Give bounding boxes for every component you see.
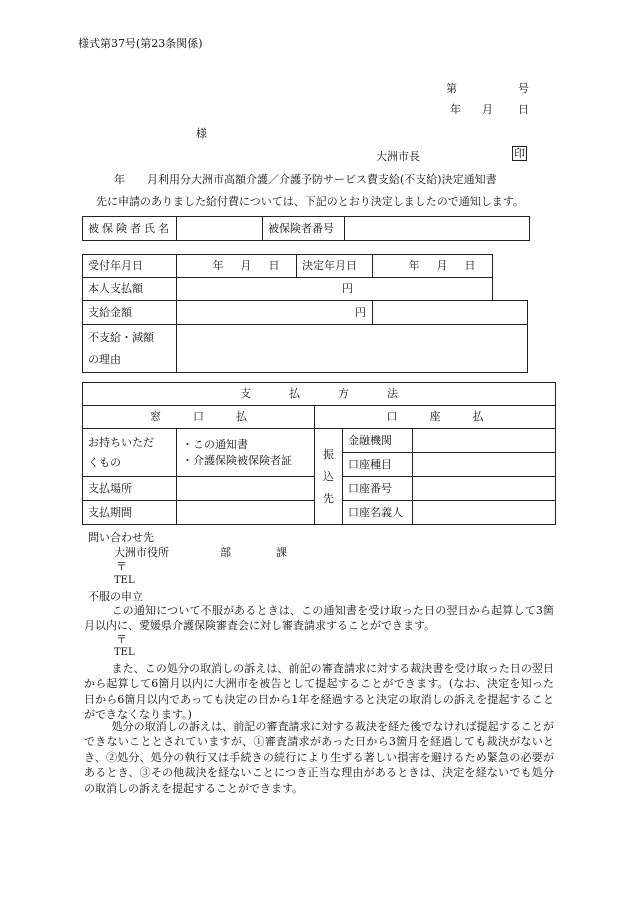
- account-number-label: 口座番号: [343, 477, 413, 501]
- decision-month: 月: [436, 259, 448, 273]
- account-type-value: [413, 453, 556, 477]
- appeal-heading: 不服の申立: [88, 590, 143, 603]
- window-payment-header: 窓口払: [83, 406, 315, 429]
- payment-place-value: [177, 477, 315, 501]
- payment-method-table: [82, 382, 556, 525]
- document-title: 月利用分大洲市高額介護／介護予防サービス費支給(不支給)決定通知書: [147, 173, 497, 186]
- decision-date-label: 決定年月日: [297, 255, 373, 278]
- appeal-tel: TEL: [114, 647, 135, 658]
- items-to-bring-list: ・この通知書 ・介護保険被保険者証: [177, 429, 315, 477]
- payment-period-label: 支払期間: [83, 501, 177, 525]
- contact-tel: TEL: [114, 575, 135, 586]
- receipt-date-label: 受付年月日: [83, 255, 177, 278]
- contact-dept: 部: [220, 546, 231, 559]
- payment-period-value: [177, 501, 315, 525]
- account-holder-value: [413, 501, 556, 525]
- receipt-day: 日: [268, 259, 280, 273]
- receipt-date-value: [177, 255, 297, 278]
- payment-amount-value: [177, 301, 373, 325]
- seal-label: 印: [514, 147, 525, 160]
- insured-name-value: [177, 217, 263, 241]
- issuer: 大洲市長: [376, 150, 420, 163]
- self-pay-value: [177, 278, 493, 301]
- receipt-month: 月: [240, 259, 252, 273]
- doc-number-suffix: 号: [518, 82, 529, 95]
- date-day: 日: [518, 103, 529, 116]
- contact-heading: 問い合わせ先: [88, 531, 154, 544]
- insured-number-label: 被保険者番号: [263, 217, 345, 241]
- contact-office: 大洲市役所: [114, 546, 169, 559]
- appeal-paragraph-1: この通知について不服があるときは、この通知書を受け取った日の翌日から起算して3箇月以内に、愛媛県介護保険審査会に対し審査請求することができます。: [84, 604, 554, 633]
- appeal-paragraph-2: また、この処分の取消しの訴えは、前記の審査請求に対する裁決書を受け取った日の翌日から起算して6箇月以内に大洲市を被告として提起することができます。(なお、決定を知った日から6箇月以内であっても決定の日から1年を経過すると決定の取消しの訴えを提起することができなくなります。): [84, 662, 554, 722]
- payment-unit: 円: [355, 305, 366, 319]
- account-type-label: 口座種目: [343, 453, 413, 477]
- recipient-suffix: 様: [196, 127, 207, 140]
- contact-section: 課: [276, 546, 287, 559]
- insured-number-value: [345, 217, 530, 241]
- contact-postal: 〒: [116, 560, 127, 573]
- account-holder-label: 口座名義人: [343, 501, 413, 525]
- self-pay-unit: 円: [342, 282, 353, 296]
- date-year: 年: [450, 103, 461, 116]
- appeal-paragraph-3: 処分の取消しの訴えは、前記の審査請求に対する裁決を経た後でなければ提起することができないこととされていますが、①審査請求があった日から3箇月を経過しても裁決がないとき、②処分、処分の執行又は手続きの続行により生ずる著しい損害を避けるため緊急の必要があるとき、③その他裁決を経ないことにつき正当な理由があるときは、決定を経ないでも処分の取消しの訴えを提起することができます。: [84, 720, 554, 795]
- reason-label: 不支給・減額 の理由: [83, 325, 177, 373]
- appeal-postal: 〒: [116, 633, 127, 646]
- payment-amount-label: 支給金額: [83, 301, 177, 325]
- bank-label: 金融機関: [343, 429, 413, 453]
- transfer-payment-header: 口座払: [315, 406, 556, 429]
- items-to-bring-label: お持ちいただ くもの: [83, 429, 177, 477]
- doc-number-prefix: 第: [446, 82, 457, 95]
- intro-text: 先に申請のありました給付費については、下記のとおり決定しましたので通知します。: [96, 195, 524, 208]
- account-number-value: [413, 477, 556, 501]
- benefit-table: [82, 254, 528, 373]
- payment-place-label: 支払場所: [83, 477, 177, 501]
- payment-method-header: 支払方法: [83, 383, 556, 406]
- bank-value: [413, 429, 556, 453]
- insured-info-table: [82, 216, 530, 241]
- title-year: 年: [114, 173, 125, 186]
- decision-date-value: [373, 255, 493, 278]
- date-month: 月: [482, 103, 493, 116]
- form-number: 様式第37号(第23条関係): [78, 37, 203, 50]
- decision-year: 年: [408, 259, 420, 273]
- receipt-year: 年: [212, 259, 224, 273]
- decision-day: 日: [464, 259, 476, 273]
- reason-value: [177, 325, 528, 373]
- insured-name-label: 被保険者氏名: [83, 217, 177, 241]
- self-pay-label: 本人支払額: [83, 278, 177, 301]
- seal-mark: [512, 148, 527, 159]
- furikomi-label: 振込先: [315, 429, 343, 525]
